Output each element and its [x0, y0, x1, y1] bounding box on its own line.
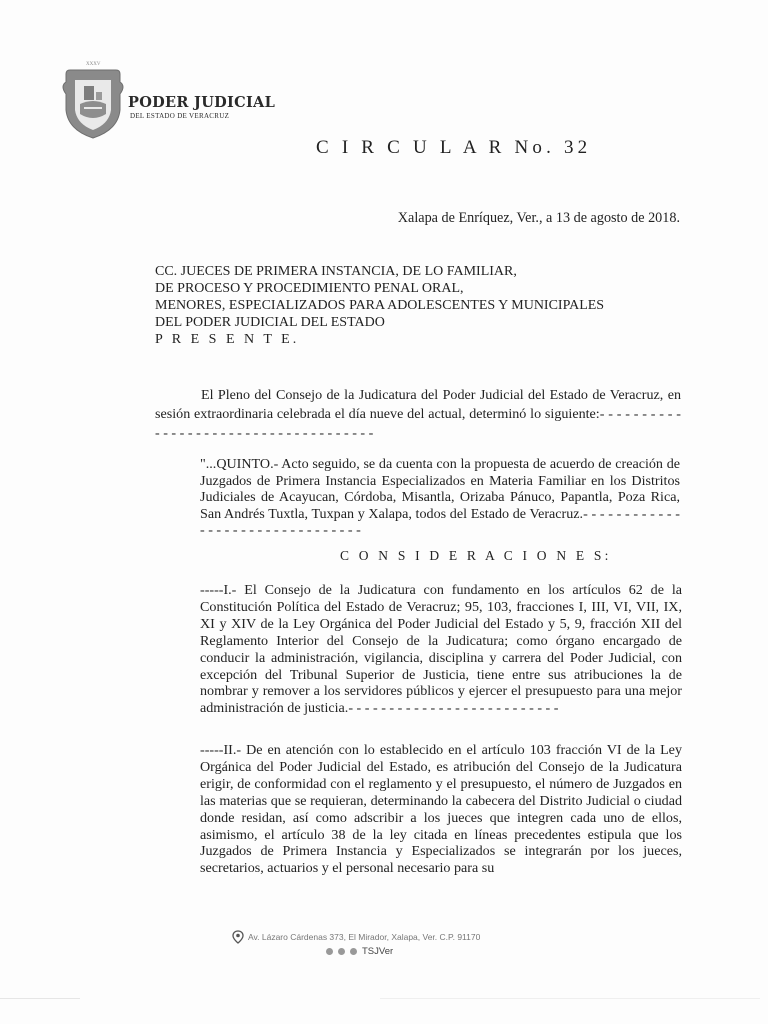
- social-handle[interactable]: TSJVer: [362, 946, 394, 957]
- facebook-icon[interactable]: [326, 948, 333, 955]
- twitter-icon[interactable]: [338, 948, 345, 955]
- consideration-2-paragraph: -----II.- De en atención con lo establecido en el artículo 103 fracción VI de la Ley Orgánica del Poder Judicial del Estado, es atribución del Consejo de la Judicatura erigir, de conformidad con el reglamento y el presupuesto, el número de Juzgados en las materias que se requieran, determinando la cabecera del Distrito Judicial o ciudad donde residan, así como adscribir a los jueces que integren cada uno de ellos, asimismo, el artículo 38 de la ley citada en líneas precedentes estipula que los Juzgados de Primera Instancia y Especializados se integrarán por los jueces, secretarios, actuarios y el personal necesario para su: [200, 742, 682, 877]
- circular-title: C I R C U L A R No. 32: [316, 137, 592, 158]
- consideration-1-paragraph: -----I.- El Consejo de la Judicatura con fundamento en los artículos 62 de la Constitución Política del Estado de Veracruz; 95, 103, fracciones I, III, VI, VII, IX, XI y XIV de la Ley Orgánica del Poder Judicial del Estado y 5, 9, fracción XII del Reglamento Interior del Consejo de la Judicatura; como órgano encargado de conducir la administración, vigilancia, disciplina y carrera del Poder Judicial, con excepción del Tribunal Superior de Justicia, tiene entre sus atribuciones la de nombrar y remover a los servidores públicos y ejercer el presupuesto para una mejor administración de justicia.- - - - - - - - - - - - - - - - - - - - - - - - - -: [200, 582, 682, 717]
- footer-social: [326, 946, 393, 957]
- location-pin-icon: [232, 930, 244, 944]
- addressee-line: DEL PODER JUDICIAL DEL ESTADO: [155, 315, 385, 330]
- footer-address-text: Av. Lázaro Cárdenas 373, El Mirador, Xalapa, Ver. C.P. 91170: [248, 932, 481, 942]
- quoted-agreement-paragraph: "...QUINTO.- Acto seguido, se da cuenta con la propuesta de acuerdo de creación de Juzgados de Primera Instancia Especializados en Materia Familiar en los Distritos Judiciales de Acayucan, Córdoba, Misantla, Orizaba Pánuco, Papantla, Poza Rica, San Andrés Tuxtla, Tuxpan y Xalapa, todos del Estado de Veracruz.- - - - - - - - - - - - - - - - - - - - - - - - - - - - - - - -: [200, 456, 680, 539]
- date-line: Xalapa de Enríquez, Ver., a 13 de agosto de 2018.: [397, 210, 680, 226]
- addressee-line: MENORES, ESPECIALIZADOS PARA ADOLESCENTES Y MUNICIPALES: [155, 298, 605, 313]
- logo-title: PODER JUDICIAL: [128, 94, 276, 111]
- footer-address: [232, 930, 480, 944]
- addressee-block: [155, 263, 604, 348]
- poder-judicial-logo: [60, 62, 276, 144]
- logo-top-text: XXXV: [86, 62, 101, 67]
- addressee-line: CC. JUECES DE PRIMERA INSTANCIA, DE LO FAMILIAR,: [155, 264, 517, 279]
- presente-line: P R E S E N T E.: [155, 332, 300, 347]
- addressee-line: DE PROCESO Y PROCEDIMIENTO PENAL ORAL,: [155, 281, 464, 296]
- intro-paragraph: El Pleno del Consejo de la Judicatura del Poder Judicial del Estado de Veracruz, en sesión extraordinaria celebrada el día nueve del actual, determinó lo siguiente:- - - - - - - - - - - - - - - - - - - - - - - - - - - - - - - - - - - - -: [155, 387, 681, 441]
- considerations-heading: C O N S I D E R A C I O N E S:: [340, 548, 612, 563]
- logo-subtitle: DEL ESTADO DE VERACRUZ: [130, 112, 230, 120]
- shield-emblem-icon: [60, 64, 126, 142]
- scan-edge-line: [0, 998, 768, 999]
- instagram-icon[interactable]: [350, 948, 357, 955]
